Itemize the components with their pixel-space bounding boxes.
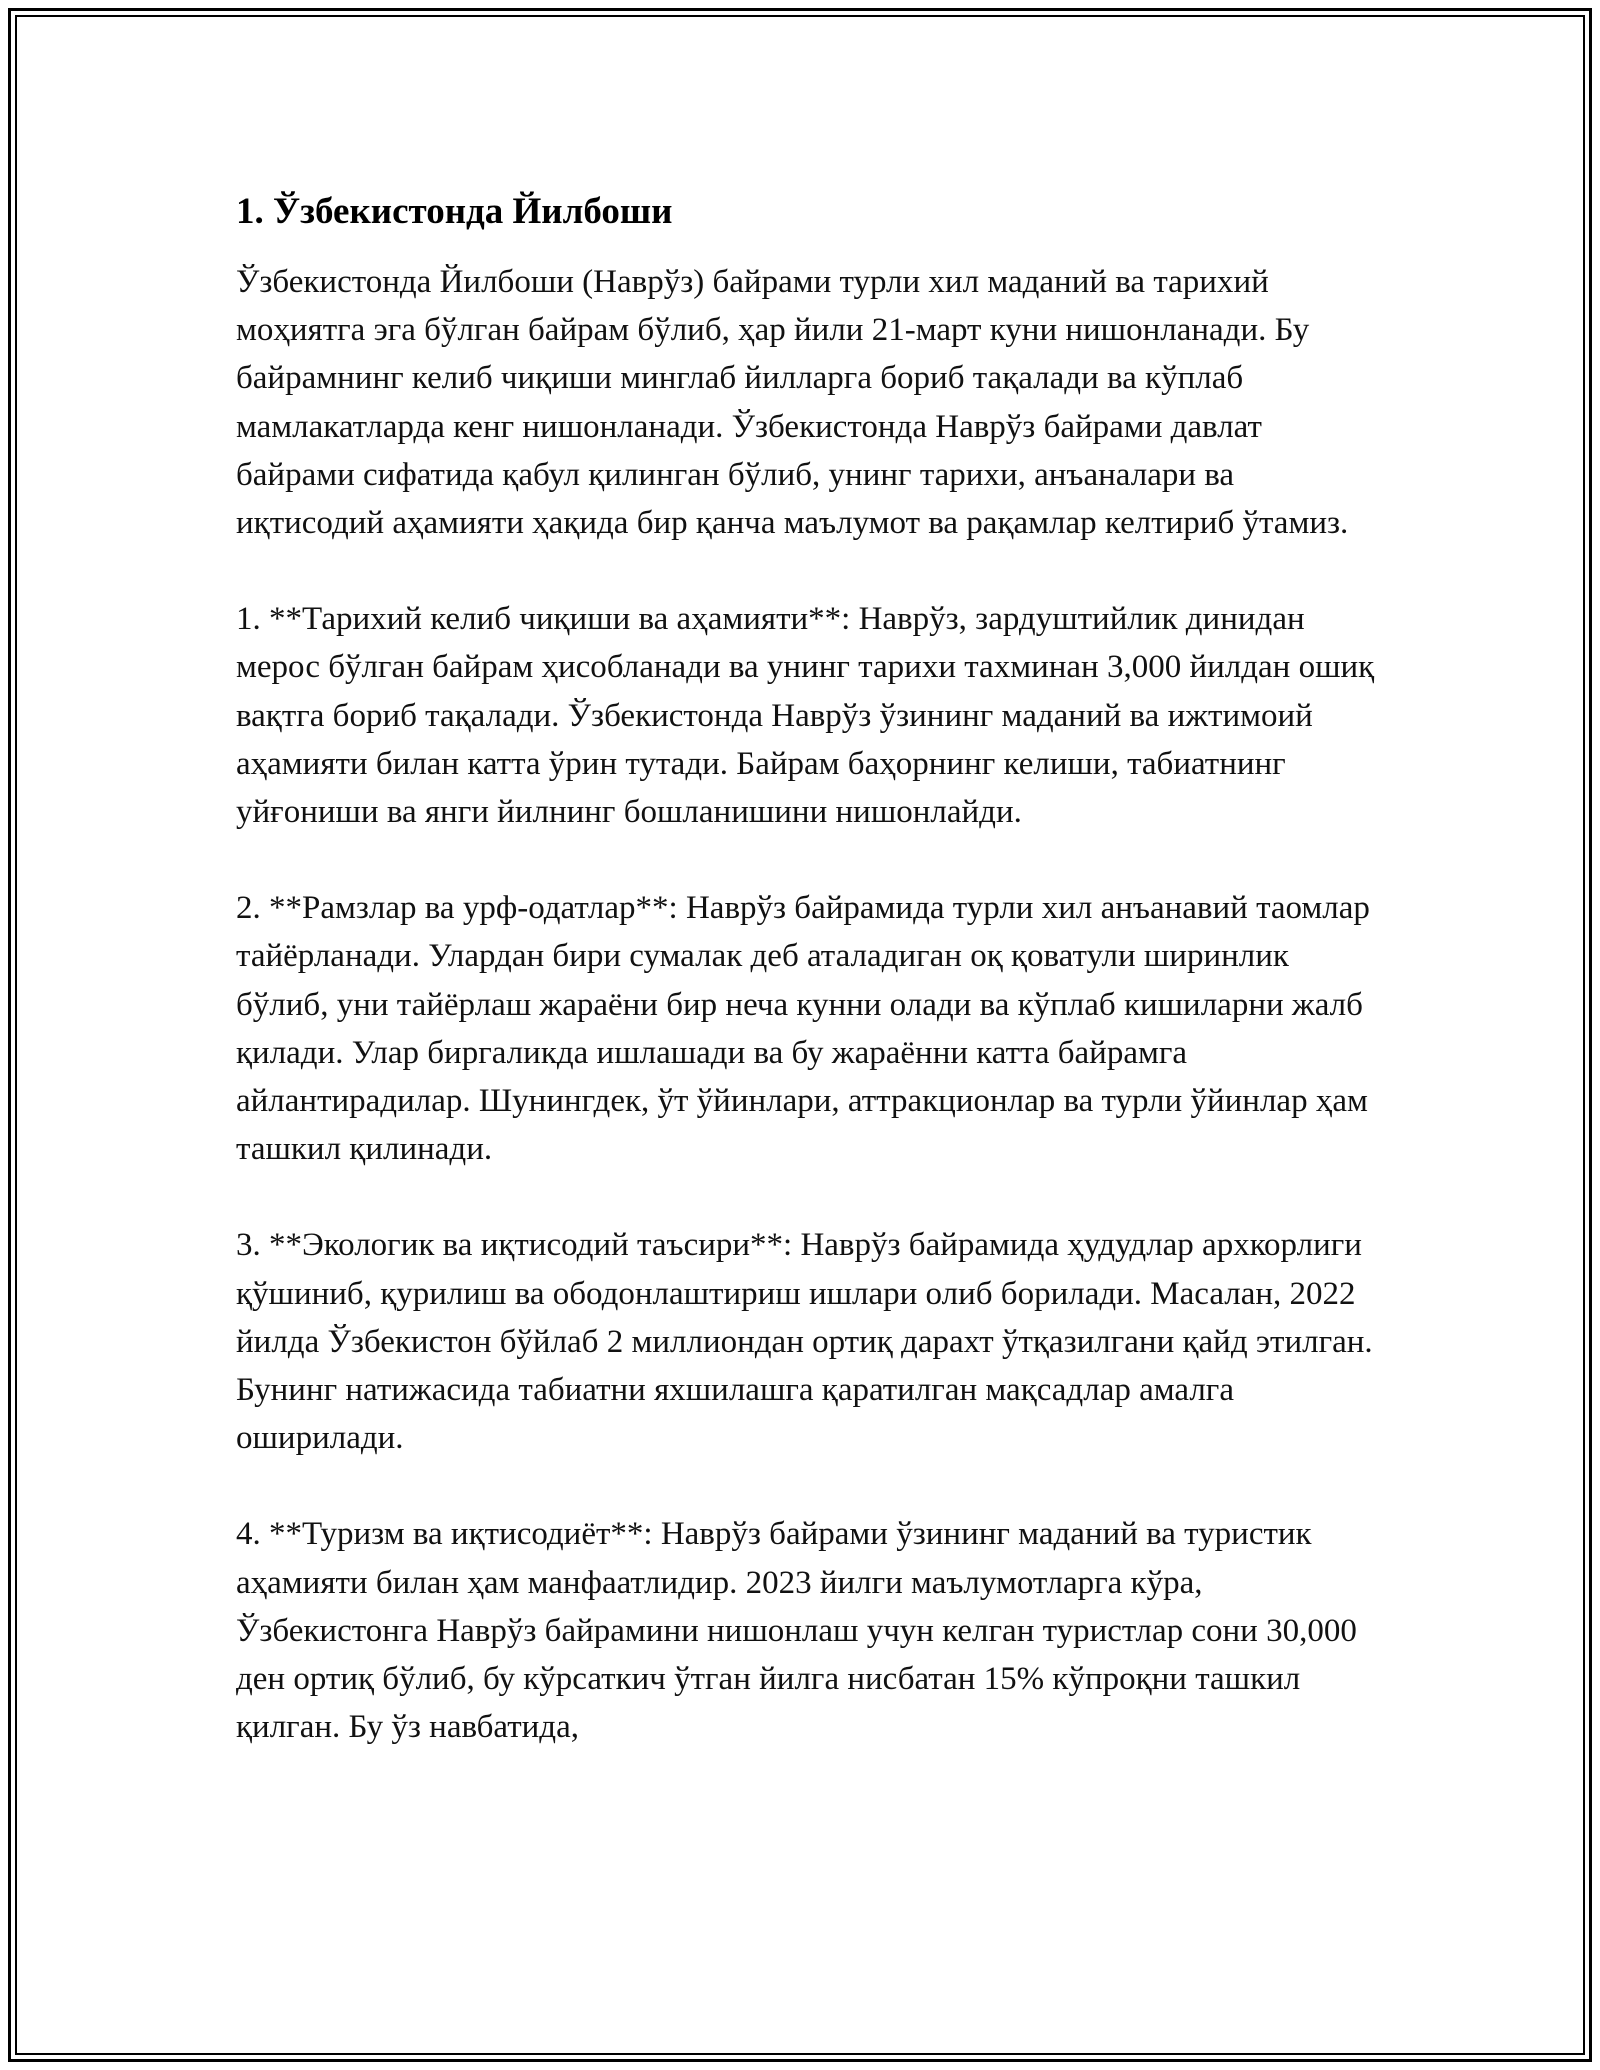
document-body	[236, 188, 1376, 1799]
paragraph-traditions: 2. **Рамзлар ва урф-одатлар**: Наврўз байрамида турли хил анъанавий таомлар тайёрланади. Улардан бири сумалак деб аталадиган оқ қоватули ширинлик бўлиб, уни тайёрлаш жараёни бир неча кунни олади ва кўплаб кишиларни жалб қилади. Улар биргаликда ишлашади ва бу жараённи катта байрамга айлантирадилар. Шунингдек, ўт ўйинлари, аттракционлар ва турли ўйинлар ҳам ташкил қилинади.	[236, 890, 1370, 1168]
section-heading: 1. Ўзбекистонда Йилбоши	[236, 191, 673, 232]
paragraph-history: 1. **Тарихий келиб чиқиши ва аҳамияти**: Наврўз, зардуштийлик динидан мерос бўлган байрам ҳисобланади ва унинг тарихи тахминан 3,000 йилдан ошиқ вақтга бориб тақалади. Ўзбекистонда Наврўз ўзининг маданий ва ижтимоий аҳамияти билан катта ўрин тутади. Байрам баҳорнинг келиши, табиатнинг уйғониши ва янги йилнинг бошланишини нишонлайди.	[236, 601, 1375, 831]
intro-paragraph: Ўзбекистонда Йилбоши (Наврўз) байрами турли хил маданий ва тарихий моҳиятга эга бўлган байрам бўлиб, ҳар йили 21-март куни нишонланади. Бу байрамнинг келиб чиқиши минглаб йилларга бориб тақалади ва кўплаб мамлакатларда кенг нишонланади. Ўзбекистонда Наврўз байрами давлат байрами сифатида қабул қилинган бўлиб, унинг тарихи, анъаналари ва иқтисодий аҳамияти ҳақида бир қанча маълумот ва рақамлар келтириб ўтамиз.	[236, 264, 1349, 542]
paragraph-tourism: 4. **Туризм ва иқтисодиёт**: Наврўз байрами ўзининг маданий ва туристик аҳамияти билан ҳам манфаатлидир. 2023 йилги маълумотларга кўра, Ўзбекистонга Наврўз байрамини нишонлаш учун келган туристлар сони 30,000 ден ортиқ бўлиб, бу кўрсаткич ўтган йилга нисбатан 15% кўпроқни ташкил қилган. Бу ўз навбатида,	[236, 1516, 1357, 1746]
paragraph-ecology: 3. **Экологик ва иқтисодий таъсири**: Наврўз байрамида ҳудудлар архкорлиги қўшиниб, қурилиш ва ободонлаштириш ишлари олиб борилади. Масалан, 2022 йилда Ўзбекистон бўйлаб 2 миллиондан ортиқ дарахт ўтқазилгани қайд этилган. Бунинг натижасида табиатни яхшилашга қаратилган мақсадлар амалга оширилади.	[236, 1227, 1373, 1457]
